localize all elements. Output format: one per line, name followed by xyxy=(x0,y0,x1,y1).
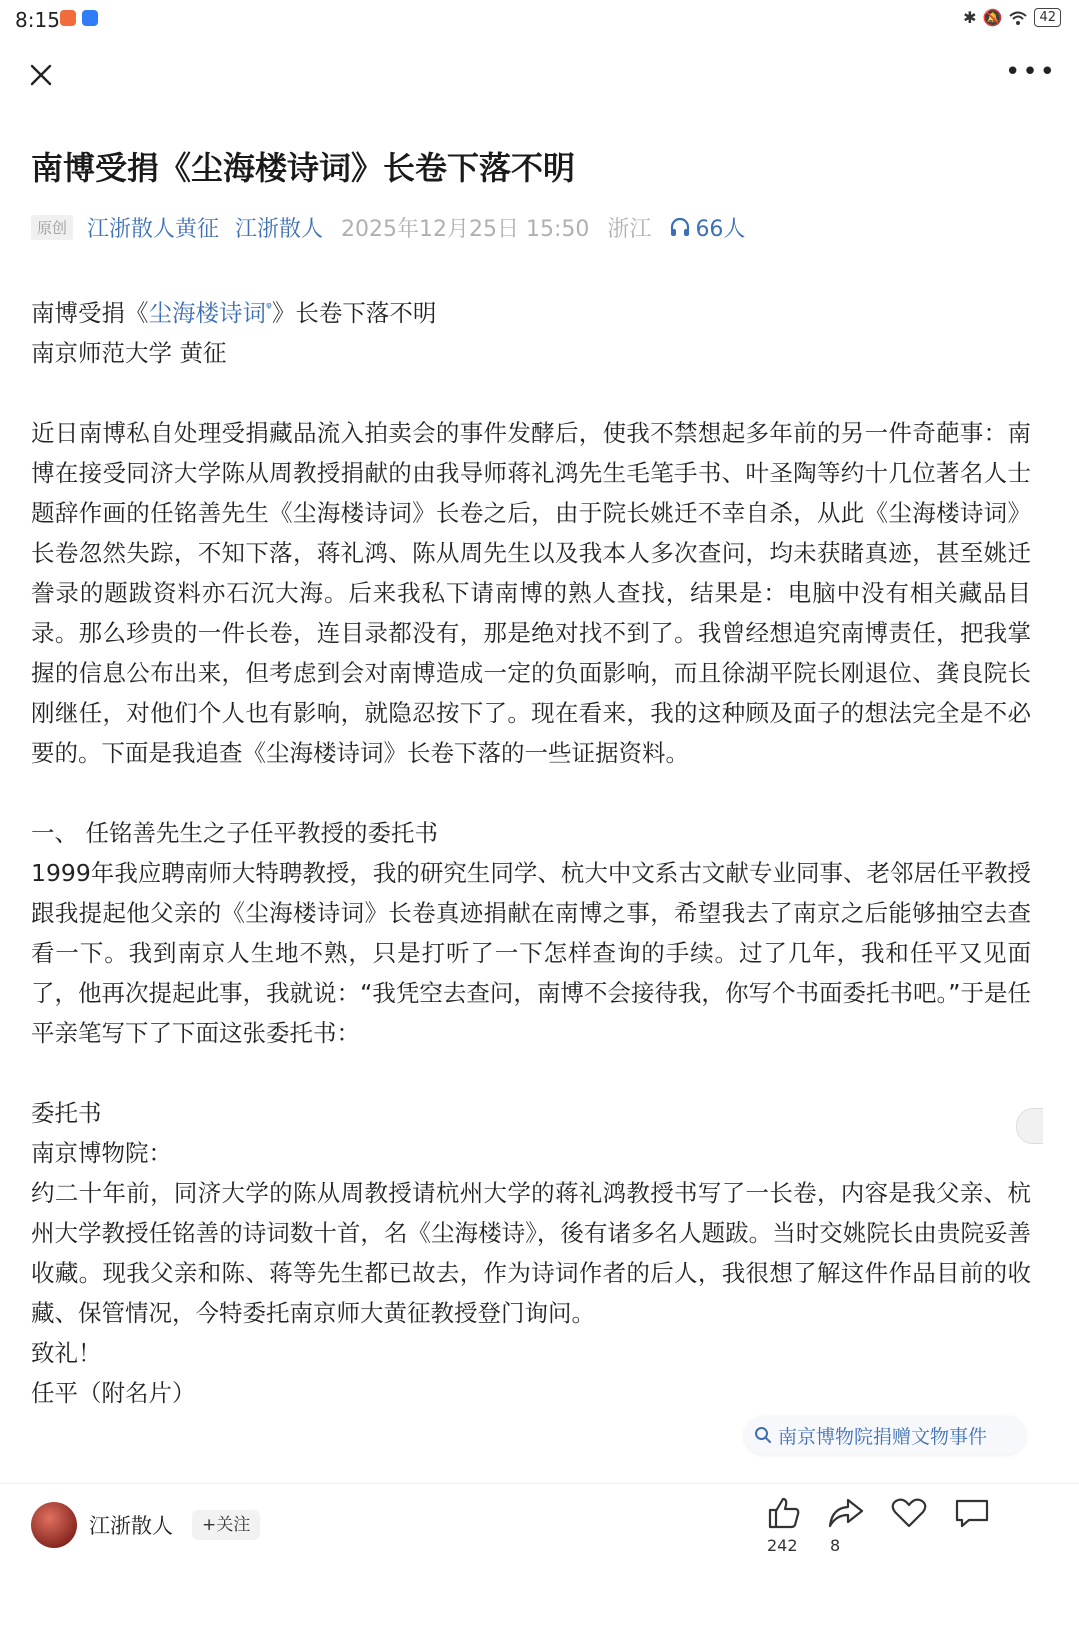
related-search-label: 南京博物院捐赠文物事件 xyxy=(778,1425,988,1448)
original-badge: 原创 xyxy=(31,215,73,240)
paragraph-1: 近日南博私自处理受捐藏品流入拍卖会的事件发酵后，使我不禁想起多年前的另一件奇葩事：南博在接受同济大学陈从周教授捐献的由我导师蒋礼鸿先生毛笔手书、叶圣陶等约十几位著名人士题辞作画的任铭善先生《尘海楼诗词》长卷之后，由于院长姚迁不幸自杀，从此《尘海楼诗词》长卷忽然失踪，不知下落，蒋礼鸿、陈从周先生以及我本人多次查问，均未获睹真迹，甚至姚迁誊录的题跋资料亦石沉大海。后来我私下请南博的熟人查找，结果是：电脑中没有相关藏品目录。那么珍贵的一件长卷，连目录都没有，那是绝对找不到了。我曾经想追究南博责任，把我掌握的信息公布出来，但考虑到会对南博造成一定的负面影响，而且徐湖平院长刚退位、龚良院长刚继任，对他们个人也有影响，就隐忍按下了。现在看来，我的这种顾及面子的想法完全是不必要的。下面是我追查《尘海楼诗词》长卷下落的一些证据资料。 xyxy=(31,418,1031,767)
related-search-chip[interactable] xyxy=(744,1416,1026,1454)
letter-closing: 致礼！ xyxy=(31,1338,102,1367)
publish-date: 2025年12月25日 15:50 xyxy=(341,216,590,242)
status-indicators xyxy=(963,8,1061,27)
headphones-icon xyxy=(669,216,691,238)
share-icon[interactable] xyxy=(826,1496,866,1530)
like-count: 242 xyxy=(767,1536,798,1555)
letter-salutation: 南京博物院： xyxy=(31,1138,172,1167)
article-byline: 南京师范大学 黄征 xyxy=(31,338,227,367)
author-avatar[interactable] xyxy=(31,1502,77,1548)
heart-icon[interactable] xyxy=(889,1496,929,1530)
listener-count: 66人 xyxy=(695,216,746,242)
search-icon[interactable]: ᵠ xyxy=(266,300,272,316)
share-count: 8 xyxy=(830,1536,841,1555)
wifi-icon xyxy=(1008,10,1028,26)
status-bar xyxy=(0,0,1079,42)
author-link[interactable]: 江浙散人黄征 xyxy=(87,216,220,242)
floating-side-handle[interactable] xyxy=(1016,1108,1043,1144)
listen-button[interactable] xyxy=(669,212,745,243)
search-term-link[interactable]: 尘海楼诗词 xyxy=(148,298,266,327)
section-heading-1: 一、 任铭善先生之子任平教授的委托书 xyxy=(31,818,438,847)
article-meta xyxy=(31,212,745,242)
letter-signature: 任平（附名片） xyxy=(31,1378,196,1407)
follow-button[interactable]: +关注 xyxy=(192,1510,260,1540)
publish-location: 浙江 xyxy=(607,216,652,242)
bluetooth-icon: ✱ xyxy=(963,8,977,27)
article-body xyxy=(31,288,1031,1413)
search-icon xyxy=(754,1426,772,1444)
notification-app-icon-2 xyxy=(82,10,98,26)
letter-body: 约二十年前，同济大学的陈从周教授请杭州大学的蒋礼鸿教授书写了一长卷，内容是我父亲、杭州大学教授任铭善的诗词数十首，名《尘海楼诗》，後有诸多名人题跋。当时交姚院长由贵院妥善收藏。现我父亲和陈、蒋等先生都已故去，作为诗词作者的后人，我很想了解这件作品目前的收藏、保管情况，今特委托南京师大黄征教授登门询问。 xyxy=(31,1178,1031,1327)
article-title: 南博受捐《尘海楼诗词》长卷下落不明 xyxy=(31,149,576,187)
battery-icon: 42 xyxy=(1034,8,1061,27)
paragraph-2: 1999年我应聘南师大特聘教授，我的研究生同学、杭大中文系古文献专业同事、老邻居任平教授跟我提起他父亲的《尘海楼诗词》长卷真迹捐献在南博之事，希望我去了南京之后能够抽空去查看一下。我到南京人生地不熟，只是打听了一下怎样查询的手续。过了几年，我和任平又见面了，他再次提起此事，我就说：“我凭空去查问，南博不会接待我，你写个书面委托书吧。”于是任平亲笔写下了下面这张委托书： xyxy=(31,858,1031,1047)
more-options-icon[interactable]: ••• xyxy=(1005,57,1058,87)
account-link[interactable]: 江浙散人 xyxy=(235,216,324,242)
status-time: 8:15 xyxy=(15,8,60,32)
article-heading: 南博受捐《尘海楼诗词$^ᵠ$》长卷下落不明 xyxy=(31,298,437,327)
mute-icon: 🔕 xyxy=(982,8,1003,27)
like-icon[interactable] xyxy=(764,1496,804,1530)
comment-icon[interactable] xyxy=(952,1496,992,1530)
bottom-action-bar xyxy=(0,1483,1079,1564)
notification-app-icon xyxy=(60,10,76,26)
bottom-author-name[interactable]: 江浙散人 xyxy=(89,1514,173,1538)
close-icon[interactable] xyxy=(26,60,56,90)
letter-title: 委托书 xyxy=(31,1098,102,1127)
